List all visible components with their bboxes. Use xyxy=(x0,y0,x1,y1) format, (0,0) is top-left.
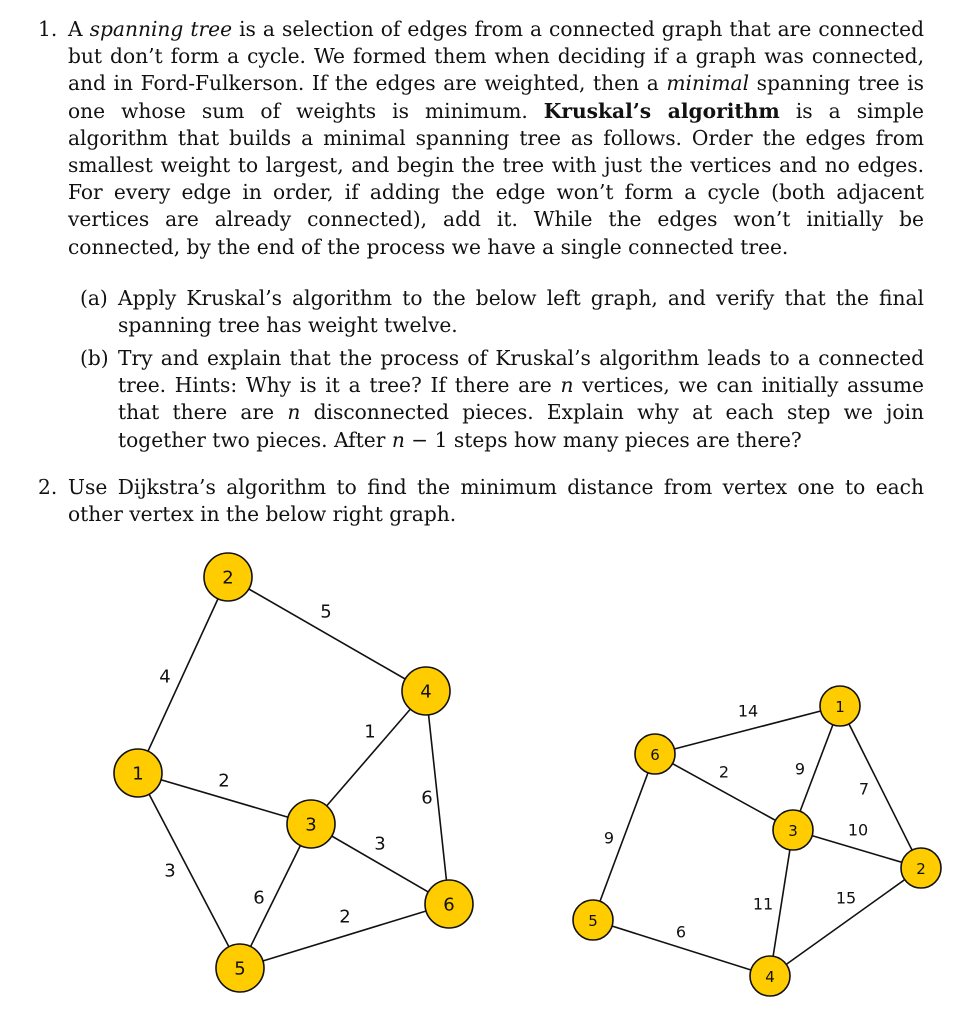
problem-2-text: Use Dijkstra’s algorithm to find the minimum distance from vertex one to each other vertex in the below right graph. xyxy=(68,475,924,527)
right-graph xyxy=(573,686,941,996)
right-edge-3-4 xyxy=(770,830,793,976)
right-weight-1-2: 7 xyxy=(858,779,870,799)
left-vertex-3 xyxy=(287,800,335,848)
left-edge-2-4 xyxy=(228,577,426,691)
right-weight-3-2: 10 xyxy=(847,820,869,840)
right-weight-5-4: 6 xyxy=(675,922,687,942)
left-weight-1-3: 2 xyxy=(218,770,230,792)
left-edge-1-2 xyxy=(138,577,228,773)
part-b-text: Try and explain that the process of Kruskal’s algorithm leads to a connected tree. Hints: Why is it a tree? If there are n vertices, we can initially assume that there are n disconnected pieces. Explain why at each step we join together two pieces. After n − 1 steps how many pieces are there? xyxy=(118,346,924,452)
right-vertex-6 xyxy=(635,734,675,774)
svg-text:2: 2 xyxy=(222,567,234,589)
svg-text:1: 1 xyxy=(132,763,144,785)
right-vertex-3 xyxy=(773,810,813,850)
right-vertex-2 xyxy=(901,848,941,888)
left-vertex-4 xyxy=(402,667,450,715)
left-weight-5-6: 2 xyxy=(339,906,351,928)
left-weight-1-2: 4 xyxy=(159,666,171,688)
left-edge-3-4 xyxy=(311,691,426,824)
left-vertex-5 xyxy=(216,944,264,992)
problem-1-number: 1. xyxy=(38,17,58,41)
svg-text:3: 3 xyxy=(305,814,317,836)
term-spanning-tree: spanning tree xyxy=(89,17,233,41)
left-vertex-6 xyxy=(425,880,473,928)
right-weight-3-4: 11 xyxy=(752,894,774,914)
svg-text:4: 4 xyxy=(765,968,775,986)
left-weight-2-4: 5 xyxy=(320,601,332,623)
left-weight-1-5: 3 xyxy=(164,860,176,882)
right-vertex-4 xyxy=(750,956,790,996)
svg-text:6: 6 xyxy=(650,746,660,764)
right-vertex-5 xyxy=(573,900,613,940)
left-vertex-2 xyxy=(204,553,252,601)
svg-text:3: 3 xyxy=(788,822,798,840)
part-a-label: (a) xyxy=(80,286,108,310)
problem-1-text: A spanning tree is a selection of edges from a connected graph that are connected but don’t form a cycle. We formed them when deciding if a graph was connected, and in Ford-Fulkerson. If the edges are weighted, then a minimal spanning tree is one whose sum of weights is minimum. Kruskal’s algorithm is a simple algorithm that builds a minimal spanning tree as follows. Order the edges from smallest weight to largest, and begin the tree with just the vertices and no edges. For every edge in order, if adding the edge won’t form a cycle (both adjacent vertices are already connected), add it. While the edges won’t initially be connected, by the end of the process we have a single connected tree. xyxy=(68,17,925,259)
svg-text:4: 4 xyxy=(420,681,432,703)
left-weight-3-4: 1 xyxy=(364,721,376,743)
right-weight-6-1: 14 xyxy=(737,701,759,721)
svg-text:2: 2 xyxy=(916,860,926,878)
svg-text:5: 5 xyxy=(588,912,598,930)
part-a-text: Apply Kruskal’s algorithm to the below left graph, and verify that the final spanning tree has weight twelve. xyxy=(118,286,924,338)
right-weight-6-5: 9 xyxy=(603,828,615,848)
right-vertex-1 xyxy=(820,686,860,726)
term-minimal: minimal xyxy=(666,71,750,96)
left-weight-3-5: 6 xyxy=(253,887,265,909)
term-kruskals-algorithm: Kruskal’s algorithm xyxy=(543,98,780,123)
right-weight-1-3: 9 xyxy=(794,759,806,779)
svg-text:5: 5 xyxy=(234,958,246,980)
left-edge-1-5 xyxy=(138,770,240,968)
left-graph xyxy=(114,553,473,992)
right-weight-6-3: 2 xyxy=(718,762,730,782)
right-weight-2-4: 15 xyxy=(835,888,857,908)
right-edge-1-2 xyxy=(840,706,921,868)
svg-text:1: 1 xyxy=(835,698,845,716)
svg-text:6: 6 xyxy=(443,894,455,916)
right-edge-6-5 xyxy=(593,754,655,920)
part-b-label: (b) xyxy=(80,346,109,370)
problem-2-number: 2. xyxy=(38,475,58,499)
left-weight-3-6: 3 xyxy=(374,833,386,855)
right-edge-2-4 xyxy=(770,868,921,976)
left-vertex-1 xyxy=(114,749,162,797)
left-weight-4-6: 6 xyxy=(421,787,433,809)
